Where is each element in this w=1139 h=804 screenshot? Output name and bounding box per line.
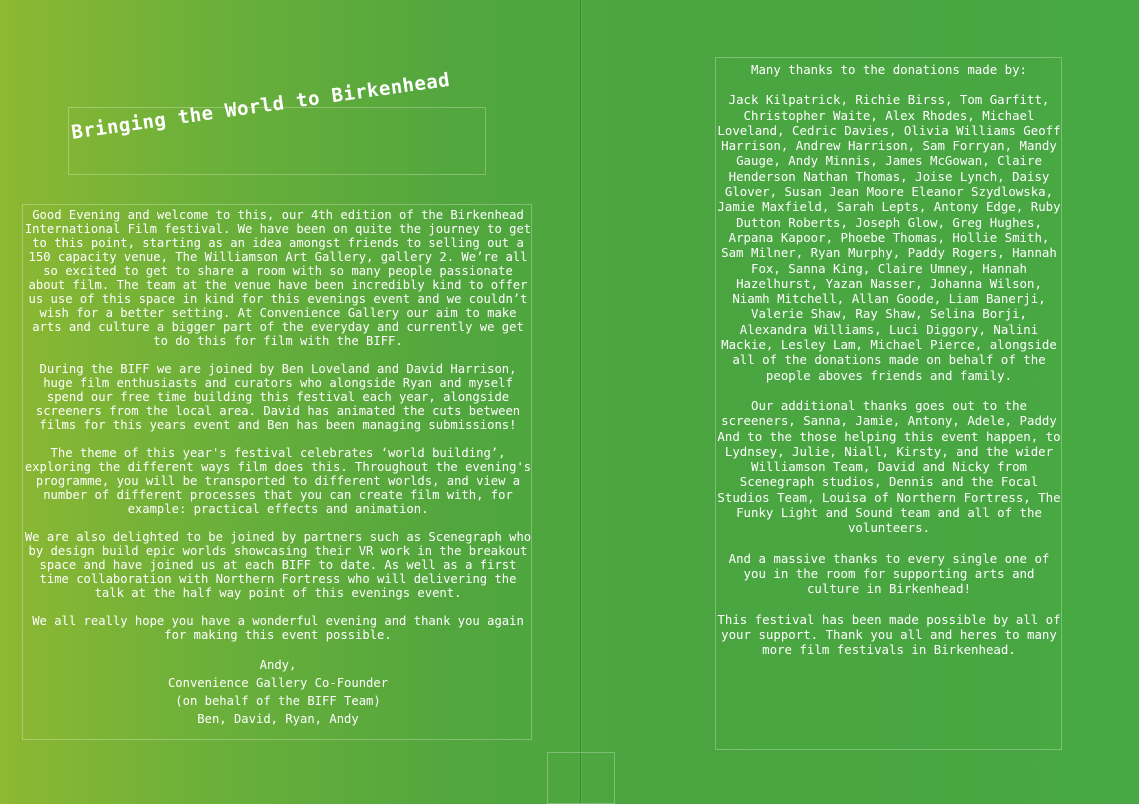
bottom-spine-frame [547,752,615,804]
letter-paragraph: We all really hope you have a wonderful evening and thank you again for making this event possible. [32,614,524,642]
donor-list: Jack Kilpatrick, Richie Birss, Tom Garfitt, Christopher Waite, Alex Rhodes, Michael Loveland, Cedric Davies, Olivia Williams Geoff Harrison, Andrew Harrison, Sam Forryan, Mandy Gauge, Andy Minnis, James McGowan, Claire Henderson Nathan Thomas, Joise Lynch, Daisy Glover, Susan Jean Moore Eleanor Szydlowska, Jamie Maxfield, Sarah Lepts, Antony Edge, Ruby Dutton Roberts, Joseph Glow, Greg Hughes, Arpana Kapoor, Phoebe Thomas, Hollie Smith, Sam Milner, Ryan Murphy, Paddy Rogers, Hannah Fox, Sanna King, Claire Umney, Hannah Hazelhurst, Yazan Nasser, Johanna Wilson, Niamh Mitchell, Allan Goode, Liam Banerji, Valerie Shaw, Ray Shaw, Selina Borji, Alexandra Williams, Luci Diggory, Nalini Mackie, Lesley Lam, Michael Pierce, alongside all of the donations made on behalf of the people aboves friends and family. [717,92,1061,383]
thanks-paragraph: And a massive thanks to every single one of you in the room for supporting arts and culture in Birkenhead! [728,550,1050,597]
thanks-section [717,62,1061,672]
signoff-line: Andy, [259,658,297,672]
thanks-heading: Many thanks to the donations made by: [750,62,1027,77]
welcome-letter [24,208,532,728]
signoff-line: Ben, David, Ryan, Andy [197,712,359,726]
letter-paragraph: We are also delighted to be joined by partners such as Scenegraph who by design build epic worlds showcasing their VR work in the breakout space and have joined us at each BIFF to date. As well as a first time collaboration with Northern Fortress who will delivering the talk at the half way point of this evenings event. [24,530,532,600]
letter-paragraph: During the BIFF we are joined by Ben Loveland and David Harrison, huge film enthusiasts and curators who alongside Ryan and myself spend our free time building this festival each year, alongside screeners from the local area. David has animated the cuts between films for this years event and Ben has been managing submissions! [35,362,521,432]
page-title: Bringing the World to Birkenhead [70,68,452,144]
signoff-line: (on behalf of the BIFF Team) [175,694,381,708]
letter-paragraph: Good Evening and welcome to this, our 4th edition of the Birkenhead International Film festival. We have been on quite the journey to get to this point, starting as an idea amongst friends to selling out a 150 capacity venue, The Williamson Art Gallery, gallery 2. We’re all so excited to get to share a room with so many people passionate about film. The team at the venue have been incredibly kind to offer us use of this space in kind for this evenings event and we couldn’t wish for a better setting. At Convenience Gallery our aim to make arts and culture a bigger part of the everyday and currently we get to do this for film with the BIFF. [24,208,532,348]
thanks-paragraph: This festival has been made possible by all of your support. Thank you all and heres to many more film festivals in Birkenhead. [717,611,1061,658]
signoff [24,656,532,728]
thanks-paragraph: Our additional thanks goes out to the screeners, Sanna, Jamie, Antony, Adele, Paddy And to the those helping this event happen, to Lydnsey, Julie, Niall, Kirsty, and the wider Williamson Team, David and Nicky from Scenegraph studios, Dennis and the Focal Studios Team, Louisa of Northern Fortress, The Funky Light and Sound team and all of the volunteers. [717,397,1061,536]
page-fold [580,0,581,804]
signoff-line: Convenience Gallery Co-Founder [167,676,389,690]
letter-paragraph: The theme of this year's festival celebrates ‘world building’, exploring the different ways film does this. Throughout the evening's programme, you will be transported to different worlds, and view a number of different processes that you can create film with, for example: practical effects and animation. [24,446,532,516]
